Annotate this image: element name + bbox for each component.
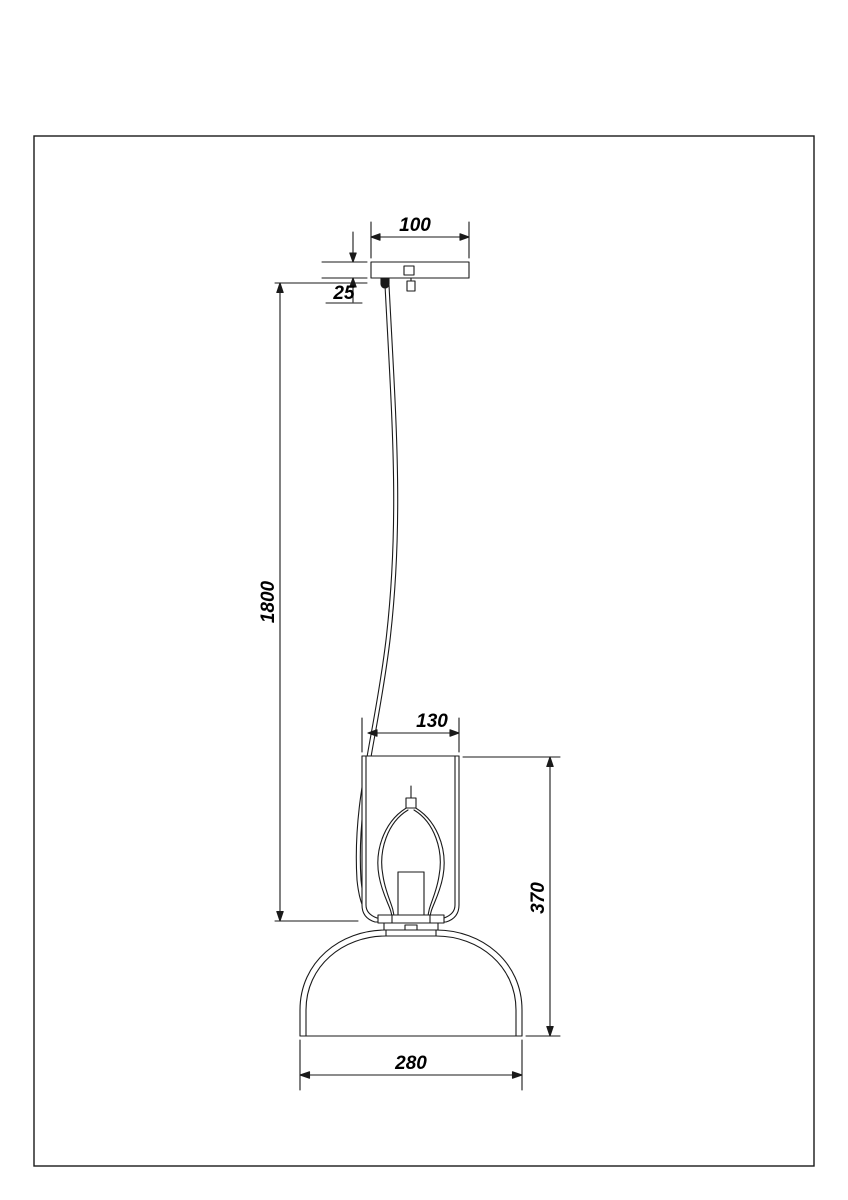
canopy-fixings — [381, 278, 415, 291]
label-canopy-diameter: 100 — [399, 215, 431, 236]
dome-shade — [300, 930, 522, 1036]
label-fixture-height: 370 — [528, 882, 549, 914]
dimension-drop-length — [275, 283, 367, 921]
label-canopy-height: 25 — [333, 283, 355, 304]
label-suspension-length: 1800 — [258, 580, 279, 624]
label-bulb-holder-width: 130 — [416, 711, 448, 732]
canopy — [371, 262, 469, 278]
label-shade-diameter: 280 — [395, 1053, 427, 1074]
